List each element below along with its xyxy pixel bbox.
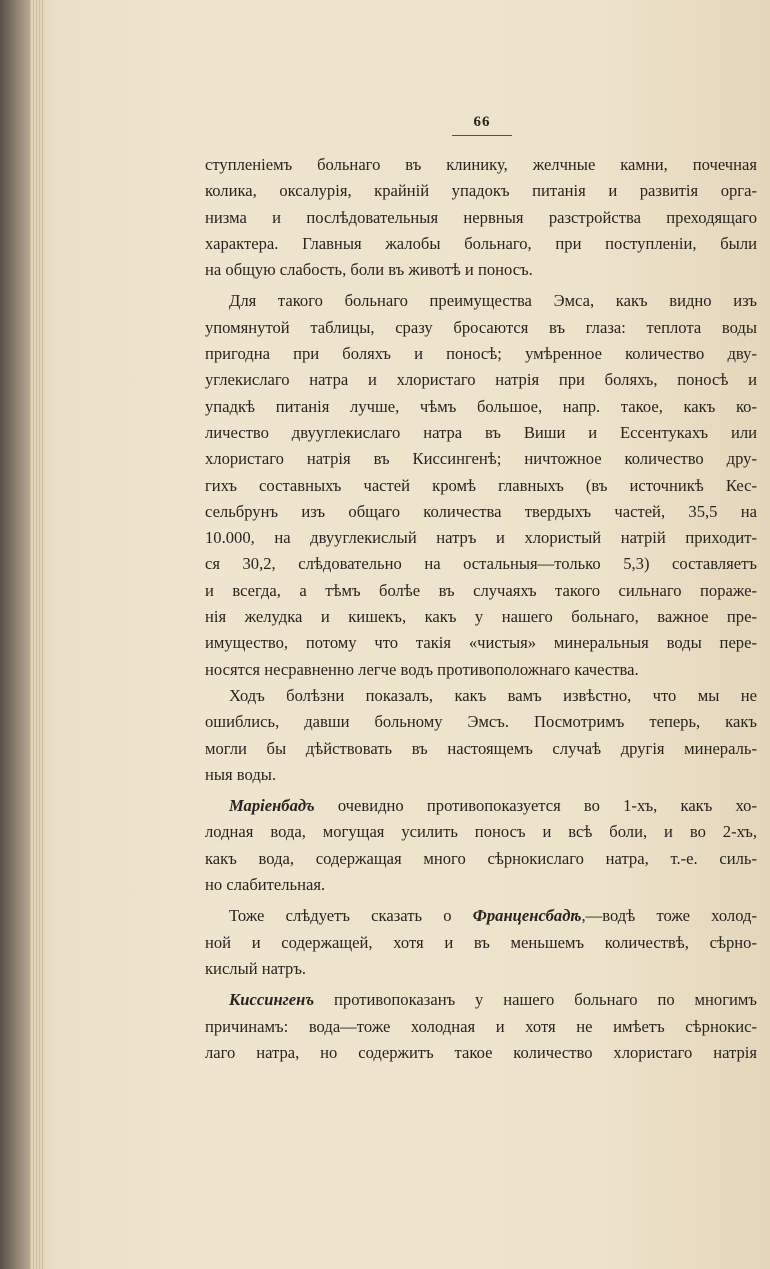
paragraph-1 — [205, 152, 757, 283]
paragraph-3 — [205, 683, 757, 788]
text-line: могли бы дѣйствовать въ настоящемъ случаѣ другія минераль- — [205, 738, 757, 758]
text-line: нія желудка и кишекъ, какъ у нашего больнаго, важное пре- — [205, 607, 757, 627]
text-line: ныя воды. — [205, 764, 277, 784]
line-rest: ,—водѣ тоже холод- — [581, 906, 757, 926]
text-line — [205, 987, 757, 1013]
text-line: на общую слабость, боли въ животѣ и поносъ. — [205, 260, 533, 280]
text-line: сельбрунъ изъ общаго количества твердыхъ частей, 35,5 на — [205, 501, 757, 521]
text-line: причинамъ: вода—тоже холодная и хотя не имѣетъ сѣрнокис- — [205, 1016, 757, 1036]
text-line: ной и содержащей, хотя и въ меньшемъ количествѣ, сѣрно- — [205, 932, 757, 952]
text-line: но слабительная. — [205, 875, 326, 895]
paragraph-2 — [205, 288, 757, 682]
text-line: Для такого больнаго преимущества Эмса, какъ видно изъ — [229, 291, 757, 311]
text-line: имущество, потому что такія «чистыя» минеральныя воды пере- — [205, 633, 757, 653]
text-line: упадкѣ питанія лучше, чѣмъ большое, напр. такое, какъ ко- — [205, 396, 757, 416]
text-line: упомянутой таблицы, сразу бросаются въ глаза: теплота воды — [205, 317, 757, 337]
text-line: ся 30,2, слѣдовательно на остальныя—только 5,3) составляетъ — [205, 554, 757, 574]
text-line — [205, 793, 757, 819]
text-line: какъ вода, содержащая много сѣрнокислаго натра, т.-е. силь- — [205, 848, 757, 868]
text-line: и всегда, а тѣмъ болѣе въ случаяхъ такого сильнаго пораже- — [205, 580, 757, 600]
paragraph-4 — [205, 793, 757, 898]
text-line: ступленіемъ больнаго въ клинику, желчные камни, почечная — [205, 155, 757, 174]
text-line: пригодна при боляхъ и поносѣ; умѣренное количество дву- — [205, 344, 757, 364]
text-line: Ходъ болѣзни показалъ, какъ вамъ извѣстно, что мы не — [229, 685, 757, 705]
text-line: низма и послѣдовательныя нервныя разстройства преходящаго — [205, 207, 757, 227]
page-number-rule — [452, 135, 512, 136]
paragraph-6 — [205, 987, 757, 1066]
text-line: личество двууглекислаго натра въ Виши и Ессентукахъ или — [205, 422, 757, 442]
book-spine — [0, 0, 30, 1269]
emphasized-term: Франценсбадѣ — [472, 906, 582, 926]
paragraph-5 — [205, 903, 757, 982]
text-line: ошиблись, давши больному Эмсъ. Посмотримъ теперь, какъ — [205, 712, 757, 732]
text-line: характера. Главныя жалобы больнаго, при поступленіи, были — [205, 233, 757, 253]
line-start: Тоже слѣдуетъ сказать о — [229, 906, 473, 926]
text-line: 10.000, на двууглекислый натръ и хлористый натрій приходит- — [205, 528, 757, 548]
page-number: 66 — [473, 114, 491, 130]
text-line — [205, 903, 757, 929]
page-edges — [30, 0, 44, 1269]
text-line: лодная вода, могущая усилить поносъ и всѣ боли, и во 2-хъ, — [205, 822, 757, 842]
text-line: лаго натра, но содержитъ такое количество хлористаго натрія — [205, 1042, 757, 1062]
emphasized-term: Маріенбадъ — [229, 796, 315, 816]
text-line: кислый натръ. — [205, 958, 307, 978]
line-rest: противопоказанъ у нашего больнаго по многимъ — [314, 990, 757, 1010]
text-line: углекислаго натра и хлористаго натрія при боляхъ, поносѣ и — [205, 370, 757, 390]
text-line: гихъ составныхъ частей кромѣ главныхъ (въ источникѣ Кес- — [205, 475, 757, 495]
text-line: колика, оксалурія, крайній упадокъ питанія и развитія орга- — [205, 181, 757, 201]
emphasized-term: Киссингенъ — [229, 990, 315, 1010]
text-line: хлористаго натрія въ Киссингенѣ; ничтожное количество дру- — [205, 449, 757, 469]
line-rest: очевидно противопоказуется во 1-хъ, какъ хо- — [314, 796, 757, 816]
text-line: носятся несравненно легче водъ противоположнаго качества. — [205, 659, 639, 679]
text-block — [205, 152, 757, 1066]
